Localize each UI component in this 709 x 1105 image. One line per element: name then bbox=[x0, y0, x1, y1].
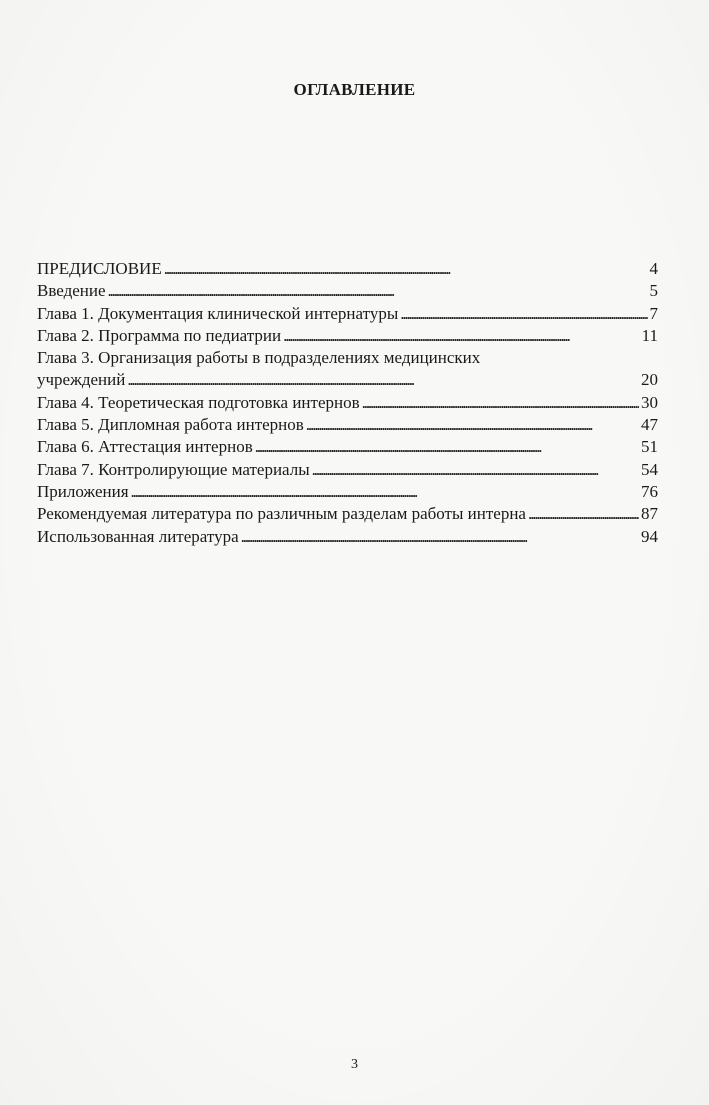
toc-entry-label: Использованная литература bbox=[37, 526, 239, 546]
toc-entry-chapter-3[interactable] bbox=[37, 347, 658, 392]
toc-entry-chapter-7[interactable] bbox=[37, 459, 658, 481]
toc-entry-introduction[interactable] bbox=[37, 280, 658, 302]
dot-leader bbox=[528, 503, 639, 525]
dot-leader bbox=[127, 369, 639, 391]
toc-entry-label: Глава 6. Аттестация интернов bbox=[37, 437, 253, 457]
table-of-contents bbox=[37, 258, 658, 548]
toc-entry-page: 51 bbox=[641, 437, 658, 457]
toc-entry-label: Глава 5. Дипломная работа интернов bbox=[37, 415, 304, 435]
toc-entry-page: 11 bbox=[641, 325, 658, 345]
toc-entry-chapter-2[interactable] bbox=[37, 325, 658, 347]
toc-entry-page: 7 bbox=[649, 303, 658, 323]
toc-entry-page: 94 bbox=[641, 526, 658, 546]
dot-leader bbox=[108, 280, 648, 302]
toc-entry-page: 20 bbox=[641, 370, 658, 390]
dot-leader bbox=[362, 392, 639, 414]
dot-leader bbox=[400, 303, 647, 325]
toc-entry-label-line2: учреждений bbox=[37, 370, 126, 390]
dot-leader bbox=[131, 481, 639, 503]
toc-entry-page: 47 bbox=[641, 415, 658, 435]
toc-entry-label: Рекомендуемая литература по различным разделам работы интерна bbox=[37, 504, 526, 524]
toc-entry-recommended-literature[interactable] bbox=[37, 503, 658, 525]
page-title: ОГЛАВЛЕНИЕ bbox=[293, 80, 416, 99]
dot-leader bbox=[312, 459, 639, 481]
page-number: 3 bbox=[351, 1057, 358, 1072]
toc-entry-label: Глава 4. Теоретическая подготовка интернов bbox=[37, 392, 360, 412]
toc-entry-page: 30 bbox=[641, 392, 658, 412]
toc-entry-chapter-4[interactable] bbox=[37, 392, 658, 414]
toc-entry-page: 54 bbox=[641, 459, 658, 479]
toc-entry-label: Приложения bbox=[37, 481, 129, 501]
toc-entry-label: Глава 2. Программа по педиатрии bbox=[37, 325, 282, 345]
dot-leader bbox=[164, 258, 648, 280]
toc-entry-label: ПРЕДИСЛОВИЕ bbox=[37, 259, 162, 278]
toc-entry-label: Глава 1. Документация клинической интернатуры bbox=[37, 303, 399, 323]
dot-leader bbox=[306, 414, 639, 436]
toc-entry-chapter-1[interactable] bbox=[37, 303, 658, 325]
toc-entry-label: Введение bbox=[37, 281, 106, 301]
toc-entry-page: 76 bbox=[641, 481, 658, 501]
toc-entry-label-line1: Глава 3. Организация работы в подразделениях медицинских bbox=[37, 348, 481, 368]
toc-entry-chapter-6[interactable] bbox=[37, 436, 658, 458]
toc-entry-page: 87 bbox=[641, 504, 658, 524]
dot-leader bbox=[255, 436, 639, 458]
toc-entry-chapter-5[interactable] bbox=[37, 414, 658, 436]
toc-entry-appendices[interactable] bbox=[37, 481, 658, 503]
dot-leader bbox=[241, 526, 639, 548]
dot-leader bbox=[283, 325, 640, 347]
toc-entry-used-literature[interactable] bbox=[37, 526, 658, 548]
toc-entry-preface[interactable] bbox=[37, 258, 658, 280]
toc-entry-page: 4 bbox=[649, 259, 658, 278]
toc-entry-label: Глава 7. Контролирующие материалы bbox=[37, 459, 310, 479]
toc-entry-page: 5 bbox=[649, 281, 658, 301]
